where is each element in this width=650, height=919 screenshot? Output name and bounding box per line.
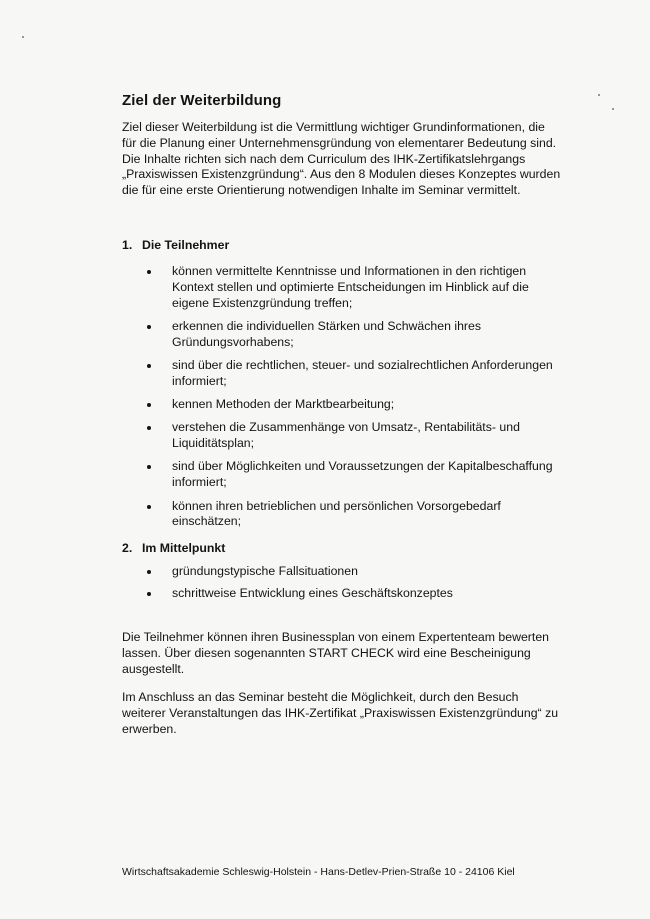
section-1-heading bbox=[122, 238, 229, 254]
list-item: schrittweise Entwicklung eines Geschäftskonzeptes bbox=[144, 586, 564, 602]
section-2-title: Im Mittelpunkt bbox=[142, 541, 226, 555]
footer-address: Wirtschaftsakademie Schleswig-Holstein - Hans-Detlev-Prien-Straße 10 - 24106 Kiel bbox=[122, 866, 515, 878]
intro-paragraph: Ziel dieser Weiterbildung ist die Vermittlung wichtiger Grundinformationen, die für die Planung einer Unternehmensgründung von elementarer Bedeutung sind. Die Inhalte richten sich nach dem Curriculum des IHK-Zertifikatslehrgangs „Praxiswissen Existenzgründung“. Aus den 8 Modulen dieses Konzeptes wurden die für eine erste Orientierung notwendigen Inhalte im Seminar vermittelt. bbox=[122, 120, 561, 198]
section-2-number: 2. bbox=[122, 541, 133, 555]
section-1-list bbox=[144, 264, 564, 538]
list-item: sind über Möglichkeiten und Voraussetzungen der Kapitalbeschaffung informiert; bbox=[144, 459, 564, 491]
scan-speck bbox=[612, 108, 614, 110]
list-item: sind über die rechtlichen, steuer- und sozialrechtlichen Anforderungen informiert; bbox=[144, 358, 564, 390]
list-item: können vermittelte Kenntnisse und Informationen in den richtigen Kontext stellen und optimierte Entscheidungen im Hinblick auf die eigene Existenzgründung treffen; bbox=[144, 264, 564, 311]
businessplan-paragraph: Die Teilnehmer können ihren Businessplan von einem Expertenteam bewerten lassen. Über diesen sogenannten START CHECK wird eine Bescheinigung ausgestellt. bbox=[122, 630, 549, 676]
list-item: kennen Methoden der Marktbearbeitung; bbox=[144, 397, 564, 413]
section-2-list bbox=[144, 564, 564, 609]
section-2-heading bbox=[122, 541, 225, 557]
section-1-title: Die Teilnehmer bbox=[142, 238, 230, 252]
certificate-paragraph: Im Anschluss an das Seminar besteht die Möglichkeit, durch den Besuch weiterer Veranstaltungen das IHK-Zertifikat „Praxiswissen Existenzgründung“ zu erwerben. bbox=[122, 690, 559, 736]
scan-speck bbox=[598, 94, 600, 96]
list-item: verstehen die Zusammenhänge von Umsatz-, Rentabilitäts- und Liquiditätsplan; bbox=[144, 420, 564, 452]
list-item: können ihren betrieblichen und persönlichen Vorsorgebedarf einschätzen; bbox=[144, 499, 564, 531]
list-item: erkennen die individuellen Stärken und Schwächen ihres Gründungsvorhabens; bbox=[144, 319, 564, 351]
section-1-number: 1. bbox=[122, 238, 133, 252]
list-item: gründungstypische Fallsituationen bbox=[144, 564, 564, 580]
scan-speck bbox=[22, 36, 24, 38]
document-heading: Ziel der Weiterbildung bbox=[122, 92, 282, 109]
